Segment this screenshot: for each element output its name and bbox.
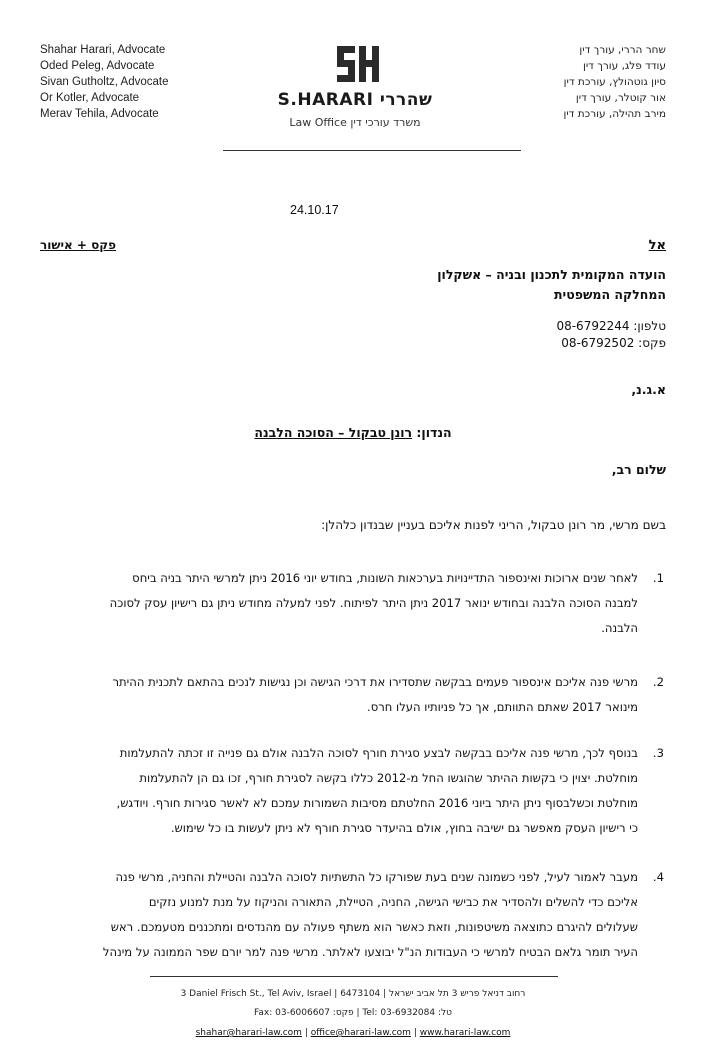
lawyers-list-en [40, 42, 169, 122]
paragraph-number: 2. [652, 675, 664, 689]
letter-date: 24.10.17 [290, 203, 339, 217]
footer-separator: | [304, 1028, 311, 1038]
paragraph-number: 1. [652, 571, 664, 585]
header-divider [223, 150, 521, 151]
sh-monogram-icon [333, 40, 383, 88]
greeting: שלום רב, [611, 462, 666, 477]
lawyer-name-en: Merav Tehila, Advocate [40, 108, 159, 120]
subject-line [0, 425, 706, 440]
paragraph-line: מרשי פנה אליכם אינספור פעמים בבקשה שתסדירו את דרכי הגישה וכן נגישות לנכים בהתאם לתכנית ההיתר [112, 675, 638, 689]
footer-links [0, 1028, 706, 1038]
footer-phone-fax: Fax: 03-6006607 :פקס | Tel: 03-6932084 :טל [254, 1008, 452, 1018]
paragraph-line: לאחר שנים ארוכות ואינספור התדיינויות בערכאות השונות, בחודש יוני 2016 ניתן למרשי היתר בניה ביחס [132, 571, 638, 585]
recipient-phone: טלפון: 08-6792244 [556, 319, 666, 333]
delivery-method: פקס + אישור [40, 238, 117, 252]
lawyer-name-he: אור קוטלר, עורך דין [575, 92, 666, 104]
lawyer-name-en: Or Kotler, Advocate [40, 92, 140, 104]
intro-paragraph: בשם מרשי, מר רונן טבקול, הריני לפנות אליכם בעניין שבנדון כלהלן: [321, 518, 666, 532]
paragraph-line: שעלולים להיגרם כתוצאה משיטפונות, וזאת כאשר הוא משתף פעולה עם מהנדסים ומתכננים מטעמכם. ראש [110, 920, 638, 934]
paragraph-line: העיר תומר גלאם הבטיח למרשי כי העבודות הנ"ל יבוצעו לאלתר. מרשי פנה למר יורם שפר הממונה על מינהל [102, 945, 638, 959]
recipient-line: המחלקה המשפטית [554, 287, 666, 302]
email-link[interactable]: shahar@harari-law.com [195, 1028, 302, 1038]
lawyers-list-he [563, 42, 666, 122]
footer-separator: | [413, 1028, 420, 1038]
to-label: אל [648, 238, 666, 253]
salutation-abbr: א.ג.נ, [631, 382, 666, 397]
paragraph-line: מוחלטת. יצוין כי בקשות ההיתר שהוגשו החל מ-2012 כללו בקשה לסגירת חורף, זכו גם הן להתעלמות [139, 771, 638, 785]
lawyer-name-en: Sivan Gutholtz, Advocate [40, 76, 169, 88]
paragraph-number: 4. [652, 870, 664, 884]
subject-text: רונן טבקול – הסוכה הלבנה [254, 425, 413, 440]
lawyer-name-he: סיון גוטהולץ, עורכת דין [563, 76, 666, 88]
paragraph-line: הלבנה. [601, 621, 638, 635]
firm-brand-name: S.HARARI שהררי [277, 90, 433, 110]
lawyer-name-he: מירב תהילה, עורכת דין [563, 108, 666, 120]
recipient-fax: פקס: 08-6792502 [561, 336, 666, 350]
website-link[interactable]: www.harari-law.com [419, 1028, 511, 1038]
lawyer-name-he: עודד פלג, עורך דין [582, 60, 666, 72]
subject-label: הנדון: [416, 425, 452, 440]
firm-subtitle: Law Office משרד עורכי דין [289, 116, 421, 129]
paragraph-line: מוחלטת וכשלבסוף ניתן היתר ביוני 2016 החלטתם מסיבות השמורות עמכם לא לאשר סגירות חורף. ויודגש, [116, 796, 638, 810]
lawyer-name-en: Oded Peleg, Advocate [40, 60, 155, 72]
paragraph-line: כי רישיון העסק מאפשר גם ישיבה בחוץ, אולם בהיעדר סגירת חורף לא ניתן לעשות בו כל שימוש. [170, 821, 638, 835]
footer-divider [150, 976, 558, 977]
recipient-contacts [556, 318, 666, 352]
paragraph-line: אליכם כדי להשלים ולהסדיר את כבישי הגישה, החניה, הטיילת, התאורה והניקוז על מנת למנוע נזקים [148, 895, 638, 909]
paragraph-line: למבנה הסוכה הלבנה ובחודש ינואר 2017 ניתן היתר לפיתוח. לפני למעלה מחודש ניתן גם רישיון עסק לסוכה [109, 596, 638, 610]
numbered-paragraph [38, 865, 638, 965]
numbered-paragraph [38, 741, 638, 841]
footer-address: 3 Daniel Frisch St., Tel Aviv, Israel | 6473104 | רחוב דניאל פריש 3 תל אביב ישראל [180, 989, 526, 999]
paragraph-line: בנוסף לכך, מרשי פנה אליכם בבקשה לבצע סגירת חורף לסוכה הלבנה אולם גם פנייה זו זכתה להתעלמות [119, 746, 638, 760]
lawyer-name-en: Shahar Harari, Advocate [40, 44, 166, 56]
paragraph-line: מעבר לאמור לעיל, לפני כשמונה שנים בעת שפורקו כל התשתיות לסוכה הלבנה והטיילת והחניה, מרשי פנה [115, 870, 638, 884]
numbered-paragraph [38, 566, 638, 641]
paragraph-number: 3. [652, 746, 664, 760]
lawyer-name-he: שחר הררי, עורך דין [579, 44, 666, 56]
paragraph-line: מינואר 2017 שאתם התוותם, אך כל פניותיו העלו חרס. [367, 700, 638, 714]
firm-logo [250, 40, 460, 140]
recipient-line: הועדה המקומית לתכנון ובניה – אשקלון [437, 267, 666, 282]
email-link[interactable]: office@harari-law.com [310, 1028, 411, 1038]
numbered-paragraph [38, 670, 638, 720]
recipient-block [437, 265, 666, 305]
